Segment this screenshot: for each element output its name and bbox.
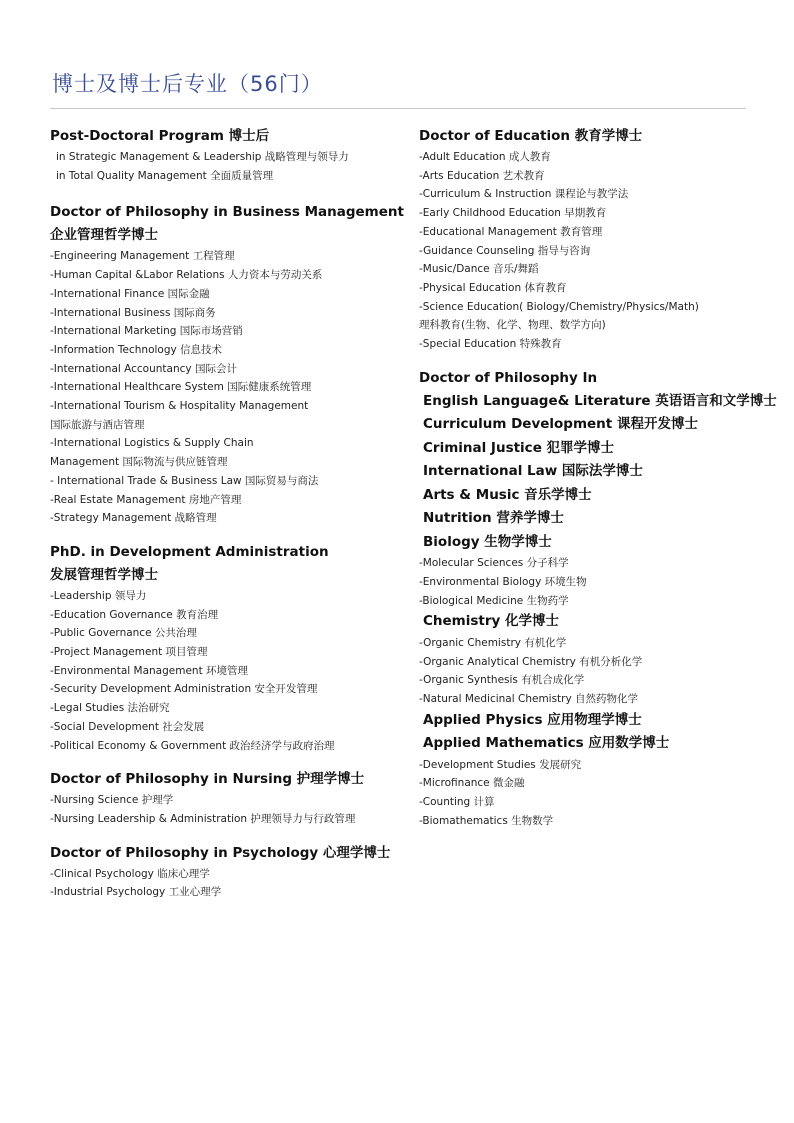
program-item: -Guidance Counseling 指导与咨询 <box>419 244 591 257</box>
item-list <box>419 709 779 756</box>
item-list <box>50 791 400 828</box>
sub-program-heading: International Law 国际法学博士 <box>423 463 643 480</box>
sub-program-heading: Curriculum Development 课程开发博士 <box>423 416 698 433</box>
section-heading: Doctor of Philosophy in Business Management <box>50 204 404 221</box>
program-item: -Environmental Biology 环境生物 <box>419 575 587 588</box>
program-item: - International Trade & Business Law 国际贸易与商法 <box>50 474 319 487</box>
program-item: -Molecular Sciences 分子科学 <box>419 557 569 570</box>
item-list <box>419 756 779 831</box>
program-item: -Natural Medicinal Chemistry 自然药物化学 <box>419 692 639 705</box>
program-item: -Real Estate Management 房地产管理 <box>50 493 242 506</box>
program-item: -Security Development Administration 安全开发管理 <box>50 683 318 696</box>
section-heading-cn: 企业管理哲学博士 <box>50 227 158 244</box>
title-divider <box>50 108 746 109</box>
program-item: -Nursing Science 护理学 <box>50 794 174 807</box>
item-list <box>419 554 779 610</box>
program-item: -Leadership 领导力 <box>50 589 147 602</box>
program-item: -International Finance 国际金融 <box>50 287 210 300</box>
program-item: -International Tourism & Hospitality Management <box>50 400 309 413</box>
program-item: -Counting 计算 <box>419 796 495 809</box>
section-heading-cn: 发展管理哲学博士 <box>50 566 158 583</box>
nursing-section <box>50 768 400 828</box>
program-item: -Human Capital &Labor Relations 人力资本与劳动关系 <box>50 269 323 282</box>
program-item: -Clinical Psychology 临床心理学 <box>50 867 210 880</box>
postdoc-section <box>50 125 400 185</box>
program-item: -Educational Management 教育管理 <box>419 225 603 238</box>
item-list <box>50 587 400 755</box>
program-item: -Adult Education 成人教育 <box>419 151 551 163</box>
sub-program-heading: English Language& Literature 英语语言和文学博士 <box>423 392 777 409</box>
program-item: in Total Quality Management 全面质量管理 <box>56 169 274 182</box>
program-item: -Organic Analytical Chemistry 有机分析化学 <box>419 655 643 668</box>
program-item: -Biomathematics 生物数学 <box>419 814 554 827</box>
sub-program-heading: Nutrition 营养学博士 <box>423 510 564 527</box>
item-list <box>50 247 400 528</box>
sub-program-heading: Criminal Justice 犯罪学博士 <box>423 439 615 456</box>
program-item: -Development Studies 发展研究 <box>419 758 582 771</box>
sub-program-heading: Chemistry 化学博士 <box>423 613 560 630</box>
program-item: -Special Education 特殊教育 <box>419 338 562 351</box>
program-item: -Environmental Management 环境管理 <box>50 664 249 677</box>
development-administration-section <box>50 541 400 755</box>
section-heading: Doctor of Philosophy in Nursing 护理学博士 <box>50 771 365 788</box>
program-item: -International Accountancy 国际会计 <box>50 362 237 375</box>
program-item: -Legal Studies 法治研究 <box>50 702 170 715</box>
program-item: -Organic Chemistry 有机化学 <box>419 636 567 649</box>
program-item: -Project Management 项目管理 <box>50 646 208 659</box>
program-item: in Strategic Management & Leadership 战略管理与领导力 <box>56 151 349 163</box>
page-title: 博士及博士后专业（56门） <box>52 72 323 96</box>
program-item: -Industrial Psychology 工业心理学 <box>50 886 222 899</box>
program-item: -Strategy Management 战略管理 <box>50 512 217 525</box>
philosophy-section <box>419 367 779 831</box>
program-item: Management 国际物流与供应链管理 <box>50 456 228 469</box>
item-list <box>50 148 400 185</box>
program-item: -Curriculum & Instruction 课程论与教学法 <box>419 188 629 201</box>
program-item: -Music/Dance 音乐/舞蹈 <box>419 263 539 276</box>
program-item: -Science Education( Biology/Chemistry/Physics/Math) <box>419 300 699 313</box>
program-item: -International Business 国际商务 <box>50 306 216 319</box>
program-item: -Information Technology 信息技术 <box>50 343 223 356</box>
program-item: -Engineering Management 工程管理 <box>50 250 235 263</box>
program-item: -Education Governance 教育治理 <box>50 608 219 621</box>
program-item: -Microfinance 微金融 <box>419 777 525 790</box>
sub-program-heading: Biology 生物学博士 <box>423 533 552 550</box>
program-item: -Nursing Leadership & Administration 护理领导力与行政管理 <box>50 812 356 825</box>
section-heading: Doctor of Philosophy In <box>419 369 598 386</box>
item-list <box>419 148 779 354</box>
item-list <box>419 390 779 555</box>
program-item: 国际旅游与酒店管理 <box>50 418 145 431</box>
right-column <box>419 125 779 830</box>
program-item: 理科教育(生物、化学、物理、数学方向) <box>419 319 606 332</box>
program-item: -Social Development 社会发展 <box>50 720 205 733</box>
program-item: -Public Governance 公共治理 <box>50 627 197 640</box>
section-heading: Doctor of Education 教育学博士 <box>419 128 643 144</box>
section-heading: Post-Doctoral Program 博士后 <box>50 128 270 144</box>
section-heading: PhD. in Development Administration <box>50 543 329 560</box>
program-item: -Biological Medicine 生物药学 <box>419 594 569 607</box>
program-item: -Organic Synthesis 有机合成化学 <box>419 674 585 687</box>
sub-program-heading: Arts & Music 音乐学博士 <box>423 486 592 503</box>
program-item: -Early Childhood Education 早期教育 <box>419 207 607 220</box>
business-management-section <box>50 201 404 528</box>
section-heading: Doctor of Philosophy in Psychology 心理学博士 <box>50 844 391 861</box>
sub-program-heading: Applied Physics 应用物理学博士 <box>423 711 642 728</box>
left-column <box>50 125 404 902</box>
education-section <box>419 125 779 354</box>
program-item: -International Healthcare System 国际健康系统管理 <box>50 381 312 394</box>
psychology-section <box>50 842 400 902</box>
program-item: -Arts Education 艺术教育 <box>419 169 545 182</box>
program-item: -International Logistics & Supply Chain <box>50 437 254 450</box>
item-list <box>50 865 400 902</box>
program-item: -Physical Education 体育教育 <box>419 281 567 294</box>
program-item: -International Marketing 国际市场营销 <box>50 325 243 338</box>
program-item: -Political Economy & Government 政治经济学与政府治理 <box>50 739 335 752</box>
sub-program-heading: Applied Mathematics 应用数学博士 <box>423 735 670 752</box>
item-list <box>419 634 779 709</box>
